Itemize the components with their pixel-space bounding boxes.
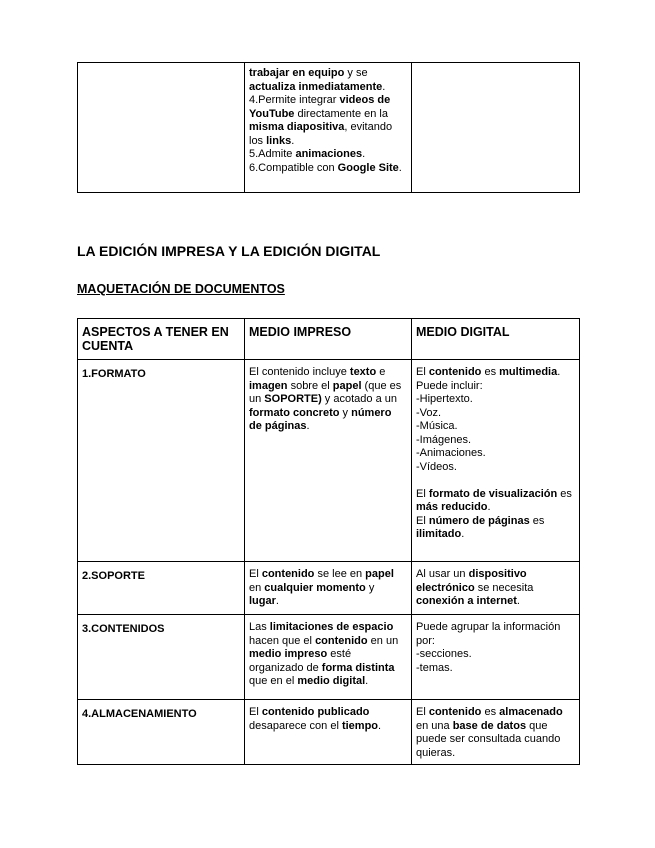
text-run: e bbox=[376, 366, 386, 378]
text-line bbox=[416, 648, 575, 662]
bold-text: links bbox=[266, 134, 292, 147]
text-run: y acotado a un bbox=[321, 393, 397, 405]
row-label: 2.SOPORTE bbox=[78, 562, 245, 615]
text-run: hacen que el bbox=[249, 634, 316, 647]
text-line bbox=[416, 380, 575, 394]
bold-text: Google Site bbox=[337, 161, 399, 174]
text-line bbox=[416, 434, 575, 448]
text-run: se lee en bbox=[314, 568, 366, 580]
text-line bbox=[249, 568, 407, 609]
bold-text: contenido publicado bbox=[261, 706, 370, 718]
continuation-table bbox=[77, 62, 580, 193]
bold-text: medio digital bbox=[297, 675, 366, 687]
text-run: esté organizado de bbox=[249, 648, 352, 674]
text-run: . bbox=[306, 420, 310, 432]
text-run: , evitando los bbox=[249, 121, 393, 147]
bold-text: cualquier momento bbox=[264, 581, 366, 594]
text-run: El bbox=[416, 514, 429, 527]
bold-text: ilimitado bbox=[416, 528, 462, 540]
header-aspects: ASPECTOS A TENER EN CUENTA bbox=[78, 319, 245, 360]
bold-text: base de datos bbox=[452, 719, 527, 732]
text-run: 4.Permite integrar bbox=[249, 94, 340, 106]
text-line bbox=[249, 67, 407, 94]
bold-text: contenido bbox=[428, 706, 482, 718]
text-run: que en el bbox=[249, 675, 298, 687]
text-run: sobre el bbox=[287, 379, 333, 392]
row-label: 3.CONTENIDOS bbox=[78, 615, 245, 700]
text-run: 5.Admite bbox=[249, 148, 296, 160]
text-run: -Música. bbox=[416, 420, 458, 432]
text-run: y bbox=[339, 406, 352, 419]
section-heading: LA EDICIÓN IMPRESA Y LA EDICIÓN DIGITAL bbox=[77, 243, 381, 259]
print-cell bbox=[245, 562, 412, 615]
comparison-table bbox=[77, 318, 580, 765]
text-run: Las bbox=[249, 621, 270, 633]
text-line bbox=[416, 488, 575, 515]
text-run: es bbox=[481, 366, 500, 378]
bold-text: formato concreto bbox=[249, 406, 340, 419]
text-run: El bbox=[416, 706, 429, 718]
text-line bbox=[249, 162, 407, 176]
text-run: en un bbox=[367, 634, 399, 647]
text-line bbox=[416, 393, 575, 407]
text-run: -Hipertexto. bbox=[416, 393, 473, 405]
text-line bbox=[249, 366, 407, 434]
text-run: -temas. bbox=[416, 661, 453, 674]
bold-text: imagen bbox=[249, 379, 288, 392]
text-line bbox=[249, 148, 407, 162]
text-run: El bbox=[416, 366, 429, 378]
text-run: y se bbox=[344, 67, 368, 79]
text-line bbox=[416, 447, 575, 461]
bold-text: almacenado bbox=[499, 706, 563, 718]
text-run: . bbox=[378, 719, 382, 732]
bold-text: contenido bbox=[428, 366, 482, 378]
bold-text: número de páginas bbox=[428, 514, 530, 527]
text-line bbox=[249, 621, 407, 689]
continuation-row bbox=[78, 63, 580, 193]
digital-cell bbox=[412, 700, 580, 765]
bold-text: forma distinta bbox=[321, 661, 395, 674]
text-line bbox=[249, 706, 407, 733]
bold-text: papel bbox=[332, 379, 362, 392]
text-run: directamente en la bbox=[294, 107, 388, 120]
text-line bbox=[416, 621, 575, 648]
bold-text: tiempo bbox=[341, 719, 379, 732]
table-row-soporte bbox=[78, 562, 580, 615]
text-run: Puede incluir: bbox=[416, 379, 483, 392]
bold-text: texto bbox=[349, 366, 377, 378]
text-run: que puede ser consultada cuando quieras. bbox=[416, 719, 561, 759]
text-run: -Imágenes. bbox=[416, 433, 472, 446]
text-run: . bbox=[461, 528, 465, 540]
text-run: en bbox=[249, 581, 265, 594]
text-run: . bbox=[516, 595, 520, 607]
bold-text: contenido bbox=[261, 568, 315, 580]
text-run: -Vídeos. bbox=[416, 460, 457, 473]
text-run: 6.Compatible con bbox=[249, 161, 338, 174]
text-run: -Animaciones. bbox=[416, 447, 486, 459]
text-run: . bbox=[291, 134, 295, 147]
bold-text: lugar bbox=[249, 595, 276, 607]
text-line bbox=[416, 407, 575, 421]
text-line bbox=[416, 662, 575, 676]
bold-text: más reducido bbox=[416, 501, 488, 513]
bold-text: formato de visualización bbox=[428, 487, 558, 500]
text-run: -Voz. bbox=[416, 406, 442, 419]
text-line bbox=[416, 461, 575, 475]
text-line bbox=[416, 515, 575, 542]
text-run: es bbox=[529, 514, 545, 527]
bold-text: trabajar en equipo bbox=[249, 67, 345, 79]
text-run: . bbox=[275, 595, 279, 607]
text-run: desaparece con el bbox=[249, 719, 342, 732]
text-run: Al usar un bbox=[416, 568, 469, 580]
bold-text: misma diapositiva bbox=[249, 121, 345, 133]
text-run: es bbox=[557, 487, 572, 500]
bold-text: animaciones bbox=[295, 148, 363, 160]
table-row-contenidos bbox=[78, 615, 580, 700]
text-run: es bbox=[481, 706, 500, 718]
print-cell bbox=[245, 615, 412, 700]
row-label: 1.FORMATO bbox=[78, 360, 245, 562]
table-row-formato bbox=[78, 360, 580, 562]
text-run: y bbox=[365, 581, 375, 594]
bold-text: dispositivo electrónico bbox=[416, 568, 527, 594]
bold-text: SOPORTE) bbox=[264, 393, 322, 405]
header-print-media: MEDIO IMPRESO bbox=[245, 319, 412, 360]
header-row bbox=[78, 319, 580, 360]
print-cell bbox=[245, 700, 412, 765]
text-run: . bbox=[362, 148, 366, 160]
text-run: . bbox=[398, 161, 402, 174]
text-run: Puede agrupar la información por: bbox=[416, 621, 561, 647]
bold-text: videos de YouTube bbox=[249, 94, 391, 120]
text-run: El bbox=[249, 706, 262, 718]
text-run: en una bbox=[416, 719, 453, 732]
text-line bbox=[416, 706, 575, 760]
bold-text: contenido bbox=[315, 634, 368, 647]
text-run: . bbox=[557, 366, 561, 378]
bold-text: multimedia bbox=[499, 366, 558, 378]
text-run: . bbox=[365, 675, 369, 687]
header-digital-media: MEDIO DIGITAL bbox=[412, 319, 580, 360]
text-line bbox=[416, 568, 575, 609]
bold-text: papel bbox=[365, 568, 394, 580]
bold-text: número de páginas bbox=[249, 406, 392, 432]
text-line bbox=[416, 366, 575, 380]
continuation-empty-cell-right bbox=[412, 63, 580, 193]
digital-cell bbox=[412, 615, 580, 700]
bold-text: limitaciones de espacio bbox=[269, 621, 394, 633]
text-line bbox=[249, 94, 407, 148]
text-run: El bbox=[416, 487, 429, 500]
text-run: se necesita bbox=[474, 581, 534, 594]
continuation-empty-cell-left bbox=[78, 63, 245, 193]
text-run: -secciones. bbox=[416, 648, 472, 660]
blank-line bbox=[416, 474, 575, 488]
text-run: . bbox=[382, 80, 386, 93]
bold-text: conexión a internet bbox=[416, 595, 517, 607]
digital-cell bbox=[412, 562, 580, 615]
bold-text: medio impreso bbox=[249, 648, 328, 660]
text-run: El bbox=[249, 568, 262, 580]
subsection-heading: MAQUETACIÓN DE DOCUMENTOS bbox=[77, 282, 285, 296]
table-row-almacenamiento bbox=[78, 700, 580, 765]
print-cell bbox=[245, 360, 412, 562]
text-run: (que es un bbox=[249, 379, 402, 405]
row-label: 4.ALMACENAMIENTO bbox=[78, 700, 245, 765]
digital-cell bbox=[412, 360, 580, 562]
text-line bbox=[416, 420, 575, 434]
text-run: . bbox=[487, 501, 491, 513]
continuation-features-cell bbox=[245, 63, 412, 193]
bold-text: actualiza inmediatamente bbox=[249, 80, 383, 93]
text-run: El contenido incluye bbox=[249, 366, 350, 378]
